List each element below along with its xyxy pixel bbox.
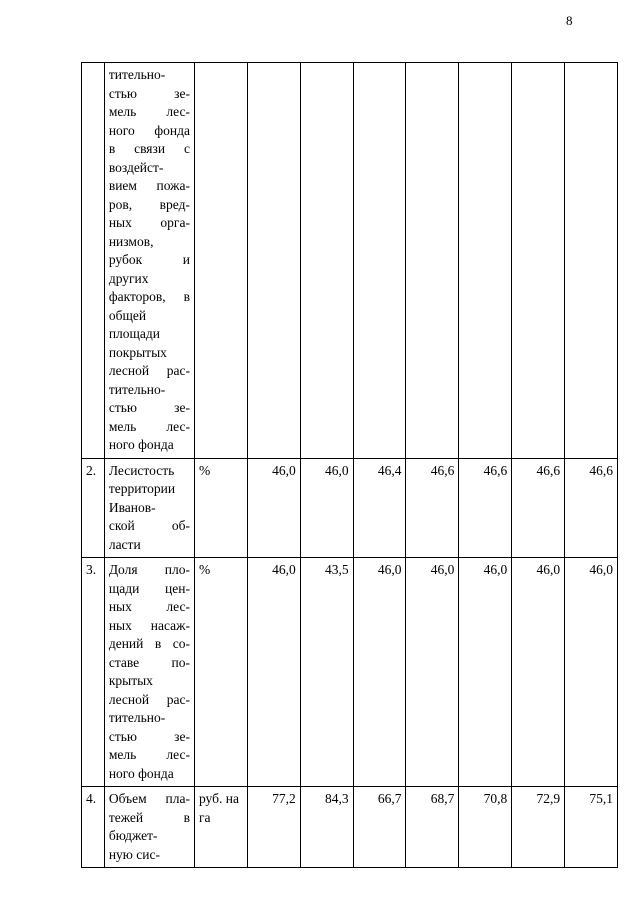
indicator-name-line: вием пожа- [108,178,190,193]
indicator-name-line: мель лес- [108,104,190,119]
value-cell [565,63,618,459]
value-cell: 46,0 [300,458,353,558]
value-cell: 46,0 [247,558,300,787]
indicator-name-line: Лесистость [108,462,175,478]
indicator-name-line: дений в со- [108,636,190,651]
indicator-name-line: факторов, в [108,289,190,304]
value-cell: 46,6 [512,458,565,558]
indicator-name-cell [104,787,194,868]
indicator-name-cell [104,63,194,459]
indicator-name-line: Иванов- [108,499,156,515]
indicator-name-line: рубок и [108,252,190,267]
indicator-name-line: ставе по- [108,654,190,670]
page-number: 8 [566,13,573,28]
indicator-name-line: ных лес- [108,599,190,614]
indicator-name-line: крытых [108,673,153,688]
row-number-cell: 3. [82,558,105,787]
unit-cell: % [194,558,247,787]
indicator-name-line: тительно- [108,67,166,82]
value-cell: 46,0 [353,558,406,787]
indicator-name-line: лесной рас- [108,691,190,707]
table-body [82,63,618,868]
indicator-name-line: бюджет- [108,828,158,843]
indicator-name-line: ную сис- [108,846,160,862]
unit-cell: руб. на га [194,787,247,868]
table-row [82,558,618,787]
value-cell [459,63,512,459]
value-cell [406,63,459,459]
indicator-name-line: ской об- [108,518,190,533]
indicator-name-line: тительно- [108,710,166,725]
indicator-name-line: стью зе- [108,728,190,744]
indicator-name-line: стью зе- [108,85,190,101]
indicator-name-line: ного фонда [108,765,174,781]
row-number-cell: 4. [82,787,105,868]
indicator-name-line: ного фонда [108,122,190,138]
indicator-name-line: в связи с [108,141,190,156]
table-row [82,787,618,868]
indicator-name-line: ласти [108,536,141,552]
value-cell [512,63,565,459]
indicator-name-cell [104,558,194,787]
indicator-name-line: лесной рас- [108,363,190,378]
value-cell: 46,0 [565,558,618,787]
value-cell: 66,7 [353,787,406,868]
table-row [82,458,618,558]
value-cell [353,63,406,459]
indicator-name-line: низмов, [108,233,154,249]
value-cell: 46,4 [353,458,406,558]
indicator-name-line: воздейст- [108,159,164,175]
indicator-name-line: Доля пло- [108,562,190,577]
row-number-cell [82,63,105,459]
row-number-cell: 2. [82,458,105,558]
value-cell: 46,6 [459,458,512,558]
value-cell: 46,0 [406,558,459,787]
value-cell: 46,6 [565,458,618,558]
indicator-name-line: покрытых [108,344,167,360]
indicator-name-line: территории [108,481,176,496]
indicator-name-line: мель лес- [108,747,190,762]
indicator-name-line: Объем пла- [108,791,190,806]
value-cell: 46,0 [512,558,565,787]
indicator-name-line: ных орга- [108,215,190,230]
indicators-table [81,62,618,868]
indicator-name-line: ров, вред- [108,196,190,212]
indicator-name-line: площади [108,326,161,341]
indicator-name-line: ных насаж- [108,617,190,633]
value-cell [247,63,300,459]
value-cell: 46,0 [459,558,512,787]
value-cell: 75,1 [565,787,618,868]
value-cell: 46,0 [247,458,300,558]
value-cell [300,63,353,459]
value-cell: 46,6 [406,458,459,558]
indicator-name-line: тежей в [108,809,190,825]
value-cell: 84,3 [300,787,353,868]
value-cell: 72,9 [512,787,565,868]
indicator-name-line: других [108,270,149,286]
indicator-name-line: мель лес- [108,418,190,434]
indicator-name-line: стью зе- [108,400,190,415]
value-cell: 77,2 [247,787,300,868]
indicator-name-line: общей [108,307,147,323]
indicator-name-line: тительно- [108,381,166,397]
value-cell: 68,7 [406,787,459,868]
indicator-name-cell [104,458,194,558]
value-cell: 43,5 [300,558,353,787]
indicator-name-line: щади цен- [108,580,190,596]
indicator-name-line: ного фонда [108,437,174,452]
table-row [82,63,618,459]
unit-cell: % [194,458,247,558]
unit-cell [194,63,247,459]
value-cell: 70,8 [459,787,512,868]
